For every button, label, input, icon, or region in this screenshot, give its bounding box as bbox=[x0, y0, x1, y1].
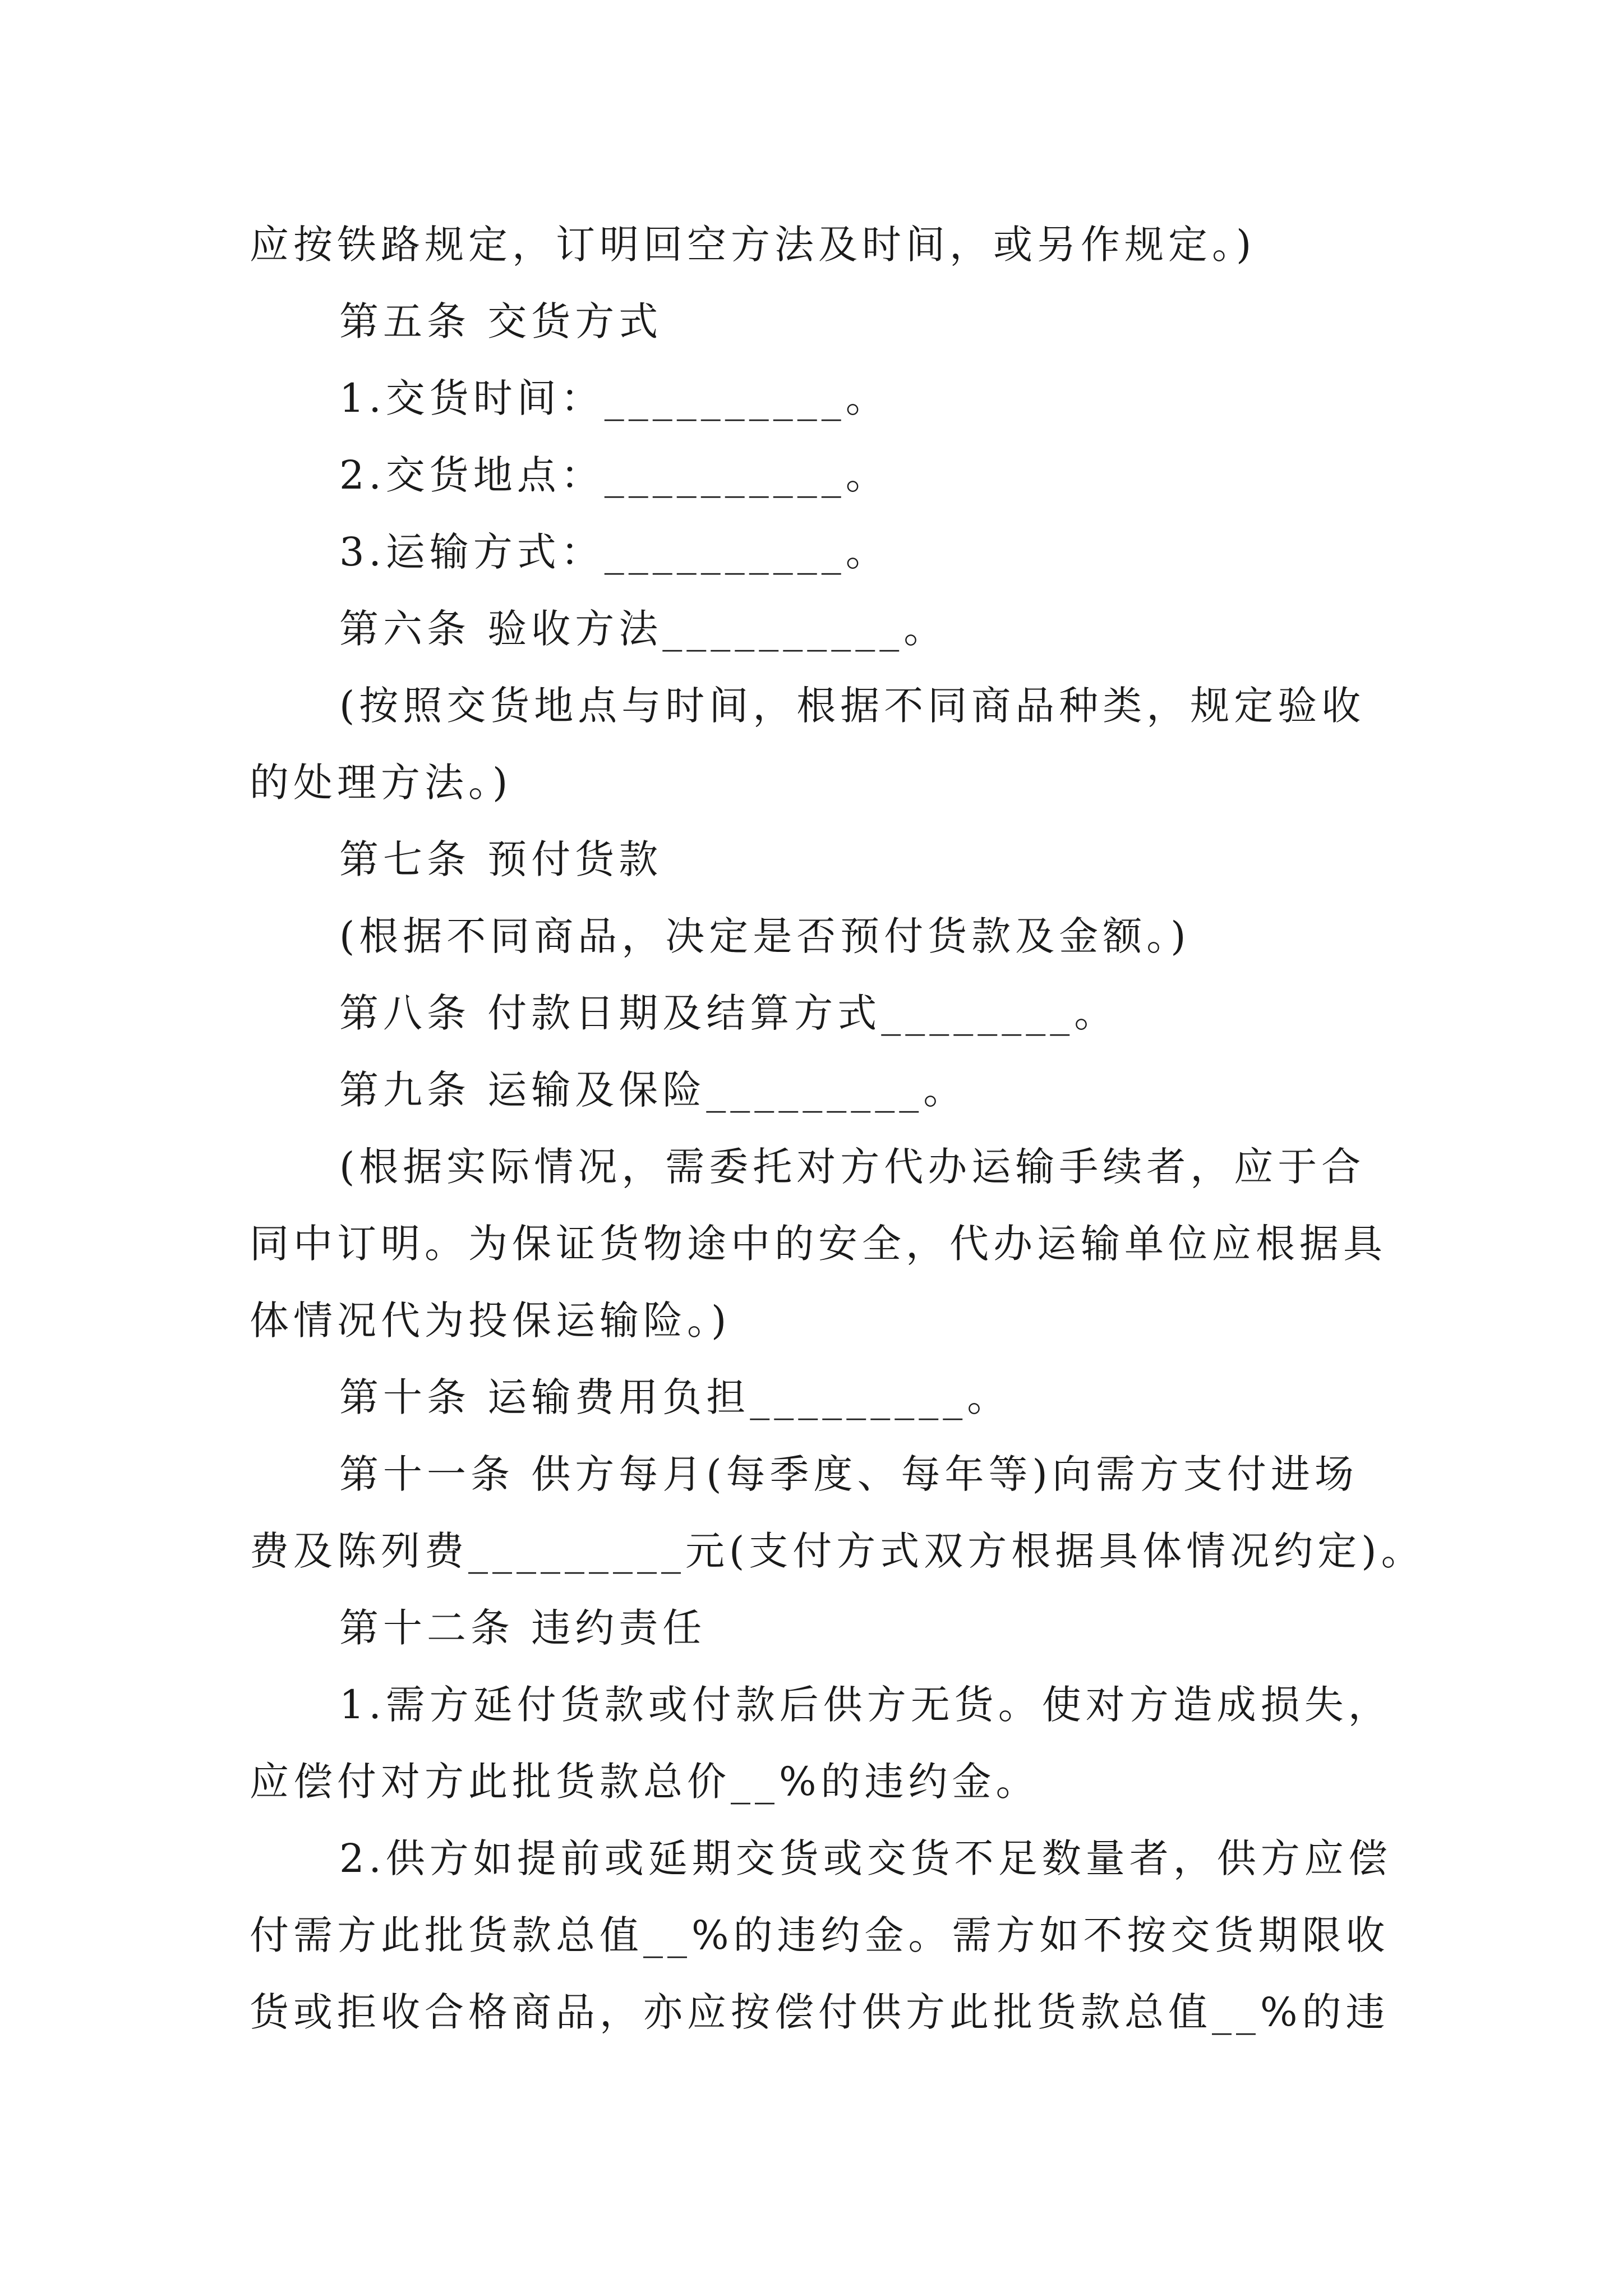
text-line: 应偿付对方此批货款总价__%的违约金。 bbox=[250, 1759, 1040, 1805]
article-heading: 第八条 付款日期及结算方式________。 bbox=[339, 990, 1118, 1036]
text-line: 3.运输方式：__________。 bbox=[339, 529, 889, 575]
text-line: (根据不同商品，决定是否预付货款及金额。) bbox=[339, 913, 1191, 959]
text-line: 体情况代为投保运输险。) bbox=[250, 1297, 731, 1343]
text-line: 2.交货地点：__________。 bbox=[339, 452, 889, 498]
text-line: 的处理方法。) bbox=[250, 760, 513, 806]
text-line: 费及陈列费_________元(支付方式双方根据具体情况约定)。 bbox=[250, 1528, 1425, 1574]
document-body bbox=[250, 206, 1425, 2051]
text-line: 应按铁路规定，订明回空方法及时间，或另作规定。) bbox=[250, 222, 1256, 268]
article-heading: 第六条 验收方法__________。 bbox=[339, 606, 948, 652]
article-heading: 第十一条 供方每月(每季度、每年等)向需方支付进场 bbox=[339, 1451, 1358, 1497]
text-line: 2.供方如提前或延期交货或交货不足数量者，供方应偿 bbox=[339, 1835, 1392, 1881]
article-heading: 第七条 预付货款 bbox=[339, 836, 663, 882]
text-line: 货或拒收合格商品，亦应按偿付供方此批货款总值__%的违 bbox=[250, 1989, 1390, 2035]
text-line: 1.需方延付货款或付款后供方无货。使对方造成损失， bbox=[339, 1682, 1392, 1728]
text-line: 同中订明。为保证货物途中的安全，代办运输单位应根据具 bbox=[250, 1221, 1387, 1267]
article-heading: 第五条 交货方式 bbox=[339, 298, 663, 344]
article-heading: 第十条 运输费用负担_________。 bbox=[339, 1374, 1011, 1420]
text-line: (根据实际情况，需委托对方代办运输手续者，应于合 bbox=[339, 1144, 1366, 1190]
text-line: 付需方此批货款总值__%的违约金。需方如不按交货期限收 bbox=[250, 1912, 1390, 1958]
text-line: 1.交货时间：__________。 bbox=[339, 375, 889, 421]
text-line: (按照交货地点与时间，根据不同商品种类，规定验收 bbox=[339, 683, 1366, 729]
article-heading: 第十二条 违约责任 bbox=[339, 1605, 707, 1651]
article-heading: 第九条 运输及保险_________。 bbox=[339, 1067, 967, 1113]
